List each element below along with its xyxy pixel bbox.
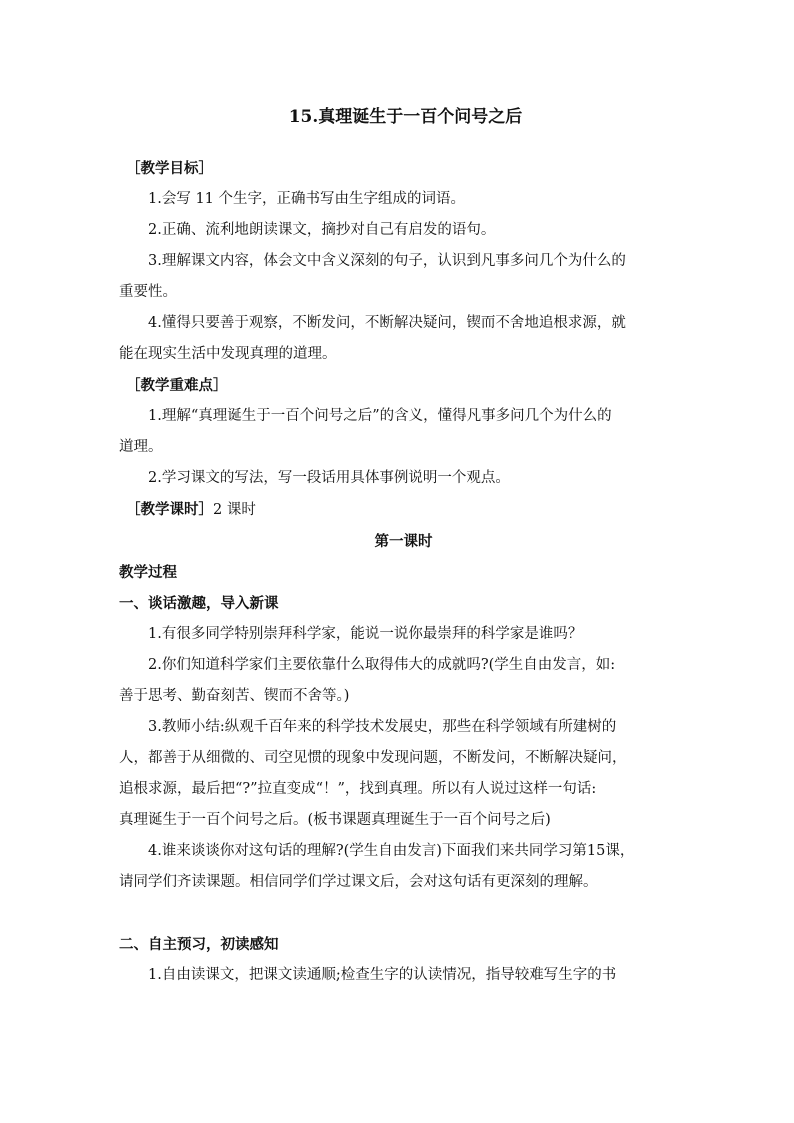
section-1-paragraph-2-line-2: 善于思考、勤奋刻苦、锲而不舍等。) (119, 688, 350, 704)
objective-1: 1.会写 11 个生字，正确书写由生字组成的词语。 (148, 191, 466, 207)
section-1-paragraph-4-line-2: 请同学们齐读课题。相信同学们学过课文后，会对这句话有更深刻的理解。 (119, 874, 598, 890)
objective-2: 2.正确、流利地朗读课文，摘抄对自己有启发的语句。 (148, 222, 496, 238)
objectives-heading: ［教学目标］ (126, 160, 213, 177)
objective-3-line-2: 重要性。 (119, 284, 177, 300)
lesson-heading: 第一课时 (374, 533, 433, 550)
keypoint-1-line-2: 道理。 (119, 439, 163, 455)
objective-3-line-1: 3.理解课文内容，体会文中含义深刻的句子，认识到凡事多问几个为什么的 (148, 253, 626, 269)
section-1-paragraph-3-line-1: 3.教师小结:纵观千百年来的科学技术发展史，那些在科学领域有所建树的 (148, 719, 617, 735)
hours-heading: ［教学课时］ (126, 501, 213, 518)
keypoint-2: 2.学习课文的写法，写一段话用具体事例说明一个观点。 (148, 470, 510, 486)
section-1-paragraph-3-line-3: 追根求源，最后把“?”拉直变成“！”，找到真理。所以有人说过这样一句话: (119, 781, 597, 797)
section-2-paragraph-1-line-1: 1.自由读课文，把课文读通顺;检查生字的认读情况，指导较难写生字的书 (148, 967, 617, 983)
hours-row (119, 494, 676, 526)
keypoint-1-line-1: 1.理解“真理诞生于一百个问号之后”的含义，懂得凡事多问几个为什么的 (148, 408, 612, 424)
process-heading: 教学过程 (119, 564, 177, 581)
blank-line (119, 898, 676, 929)
section-1-paragraph-2-line-1: 2.你们知道科学家们主要依靠什么取得伟大的成就吗?(学生自由发言，如: (148, 657, 616, 673)
document-title: 15.真理诞生于一百个问号之后 (288, 107, 523, 127)
section-1-paragraph-4-line-1: 4.谁来谈谈你对这句话的理解?(学生自由发言)下面我们来共同学习第15课， (148, 843, 635, 859)
section-1-heading: 一、谈话激趣，导入新课 (119, 595, 279, 612)
objective-4-line-2: 能在现实生活中发现真理的道理。 (119, 346, 337, 362)
keypoints-heading: ［教学重难点］ (126, 377, 228, 394)
hours-value: 2 课时 (213, 502, 256, 518)
section-1-paragraph-1: 1.有很多同学特别崇拜科学家，能说一说你最崇拜的科学家是谁吗？ (148, 626, 583, 642)
section-1-paragraph-3-line-4: 真理诞生于一百个问号之后。(板书课题真理诞生于一百个问号之后) (119, 812, 551, 828)
section-2-heading: 二、自主预习，初读感知 (119, 936, 279, 953)
section-1-paragraph-3-line-2: 人，都善于从细微的、司空见惯的现象中发现问题，不断发问，不断解决疑问， (119, 750, 627, 766)
objective-4-line-1: 4.懂得只要善于观察，不断发问，不断解决疑问，锲而不舍地追根求源，就 (148, 315, 626, 331)
